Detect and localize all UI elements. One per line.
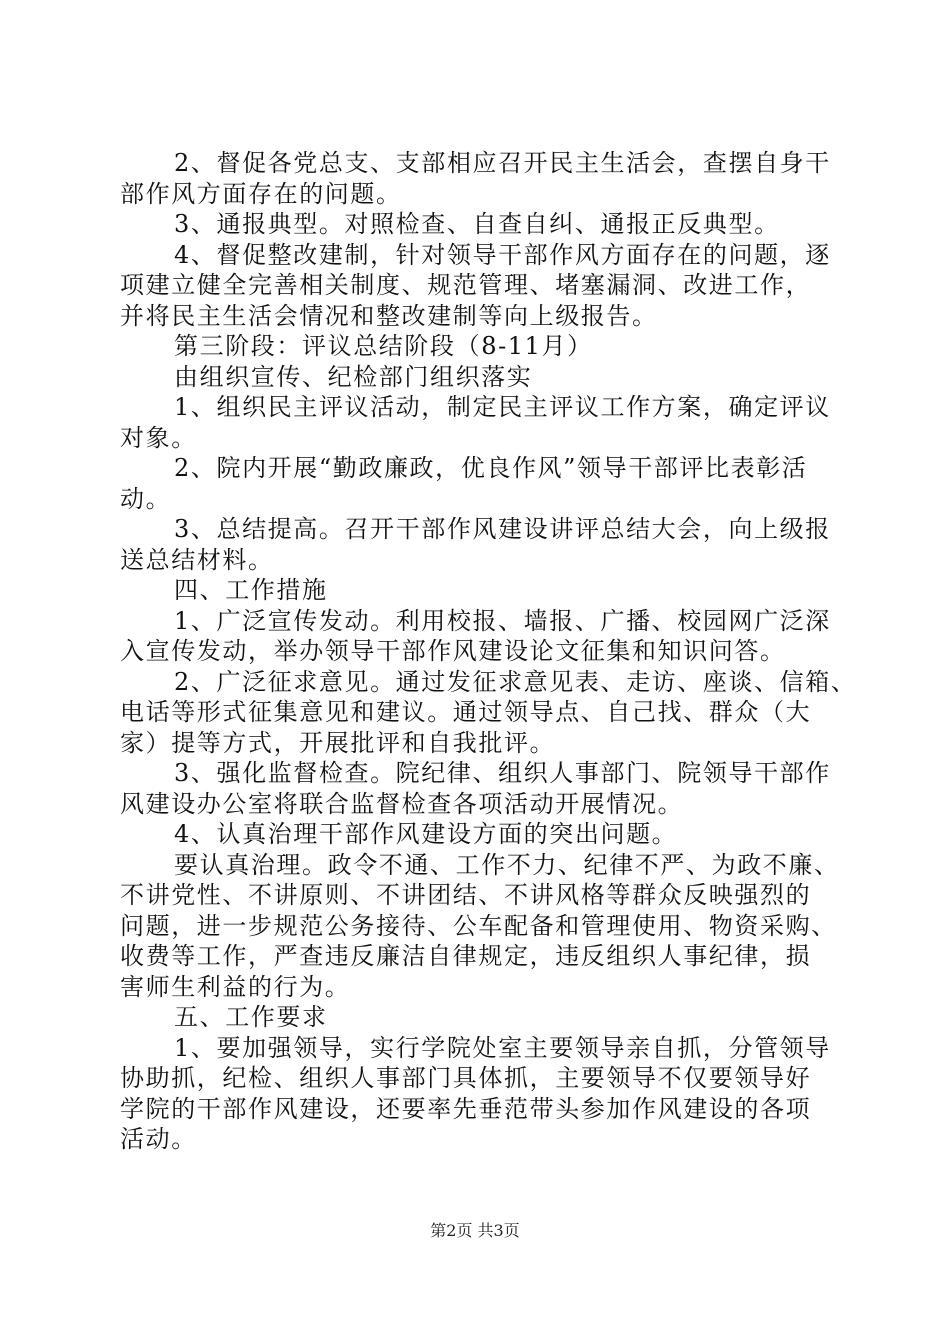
text-line: 2、督促各党总支、支部相应召开民主生活会，查摆自身干 <box>174 149 831 177</box>
text-line: 3、总结提高。召开干部作风建设讲评总结大会，向上级报 <box>174 515 831 543</box>
text-line: 风建设办公室将联合监督检查各项活动开展情况。 <box>120 789 684 818</box>
text-line: 要认真治理。政令不通、工作不力、纪律不严、为政不廉、 <box>174 850 840 879</box>
text-line: 项建立健全完善相关制度、规范管理、堵塞漏洞、改进工作， <box>120 271 812 299</box>
text-line: 并将民主生活会情况和整改建制等向上级报告。 <box>120 301 658 330</box>
text-line: 2、广泛征求意见。通过发征求意见表、走访、座谈、信箱、 <box>174 667 857 696</box>
text-line: 送总结材料。 <box>120 545 274 574</box>
text-line: 由组织宣传、纪检部门组织落实 <box>174 362 533 391</box>
page-footer <box>0 1218 950 1241</box>
text-line: 对象。 <box>120 423 197 452</box>
text-line: 部作风方面存在的问题。 <box>120 179 402 208</box>
text-line: 第三阶段：评议总结阶段（8-11月） <box>174 332 593 360</box>
text-line: 家）提等方式，开展批评和自我批评。 <box>120 728 556 757</box>
text-line: 2、院内开展“勤政廉政，优良作风”领导干部评比表彰活 <box>174 454 808 482</box>
text-line: 3、强化监督检查。院纪律、组织人事部门、院领导干部作 <box>174 759 831 787</box>
text-line: 4、认真治理干部作风建设方面的突出问题。 <box>174 820 678 848</box>
page-number-label: 第2页 共3页 <box>430 1221 520 1240</box>
text-line: 3、通报典型。对照检查、自查自纠、通报正反典型。 <box>174 210 780 238</box>
text-line: 动。 <box>120 484 172 513</box>
text-line: 四、工作措施 <box>174 576 328 604</box>
text-line: 害师生利益的行为。 <box>120 972 351 1001</box>
text-line: 活动。 <box>120 1125 197 1153</box>
text-line: 1、组织民主评议活动，制定民主评议工作方案，确定评议 <box>174 393 831 421</box>
text-line: 1、要加强领导，实行学院处室主要领导亲自抓，分管领导 <box>174 1033 831 1062</box>
text-line: 问题，进一步规范公务接待、公车配备和管理使用、物资采购、 <box>120 911 837 940</box>
text-line: 入宣传发动，举办领导干部作风建设论文征集和知识问答。 <box>120 637 786 665</box>
text-line: 4、督促整改建制，针对领导干部作风方面存在的问题，逐 <box>174 240 831 269</box>
text-line: 收费等工作，严查违反廉洁自律规定，违反组织人事纪律，损 <box>120 942 812 970</box>
text-line: 协助抓，纪检、组织人事部门具体抓，主要领导不仅要领导好 <box>120 1064 812 1092</box>
text-line: 学院的干部作风建设，还要率先垂范带头参加作风建设的各项 <box>120 1094 812 1123</box>
text-line: 1、广泛宣传发动。利用校报、墙报、广播、校园网广泛深 <box>174 606 831 635</box>
text-line: 五、工作要求 <box>174 1003 328 1031</box>
document-body <box>120 148 857 1155</box>
text-line: 不讲党性、不讲原则、不讲团结、不讲风格等群众反映强烈的 <box>120 881 812 909</box>
text-line: 电话等形式征集意见和建议。通过领导点、自己找、群众（大 <box>120 698 812 726</box>
